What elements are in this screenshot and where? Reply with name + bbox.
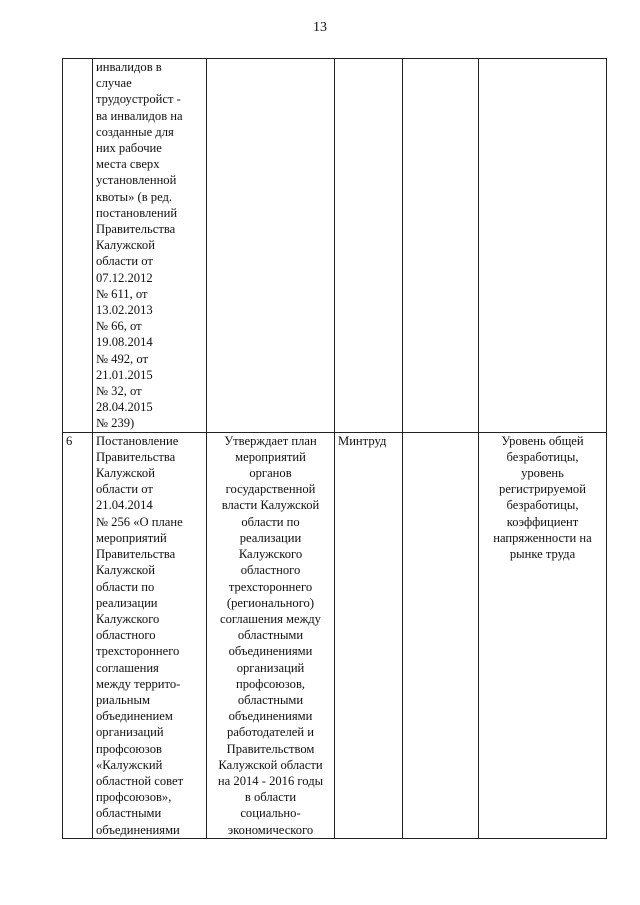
document-cell	[93, 432, 207, 838]
measures-table	[62, 58, 607, 839]
document-text: инвалидов в случае трудоустройст - ва инвалидов на созданные для них рабочие места сверх установленной квоты» (в ред. постановлений Правительства Калужской области от 07.12.2012 № 611, от 13.02.2013 № 66, от 19.08.2014 № 492, от 21.01.2015 № 32, от 28.04.2015 № 239)	[96, 60, 183, 431]
row-number: 6	[66, 433, 73, 448]
page-number: 13	[313, 20, 327, 35]
table-row	[63, 432, 607, 838]
empty-cell	[403, 59, 479, 433]
row-number-cell	[63, 59, 93, 433]
document-cell	[93, 59, 207, 433]
executor-cell	[335, 432, 403, 838]
empty-cell	[403, 432, 479, 838]
executor-cell	[335, 59, 403, 433]
indicator-cell	[479, 432, 607, 838]
document-text: Постановление Правительства Калужской области от 21.04.2014 № 256 «О плане мероприятий Правительства Калужской области по реализации Калужского областного трехстороннего соглашения между террито- риальным объединением организаций профсоюзов «Калужский областной совет профсоюзов», областными объединениями	[96, 433, 184, 837]
content-cell	[207, 432, 335, 838]
executor-text: Минтруд	[338, 433, 387, 448]
content-cell	[207, 59, 335, 433]
content-text: Утверждает план мероприятий органов государственной власти Калужской области по реализации Калужского областного трехстороннего (регионального) соглашения между областными объединениями организаций профсоюзов, областными объединениями работодателей и Правительством Калужской области на 2014 - 2016 годы в области социально- экономического	[217, 433, 324, 837]
row-number-cell	[63, 432, 93, 838]
indicator-cell	[479, 59, 607, 433]
table-row	[63, 59, 607, 433]
indicator-text: Уровень общей безработицы, уровень регистрируемой безработицы, коэффициент напряженности на рынке труда	[493, 433, 592, 562]
